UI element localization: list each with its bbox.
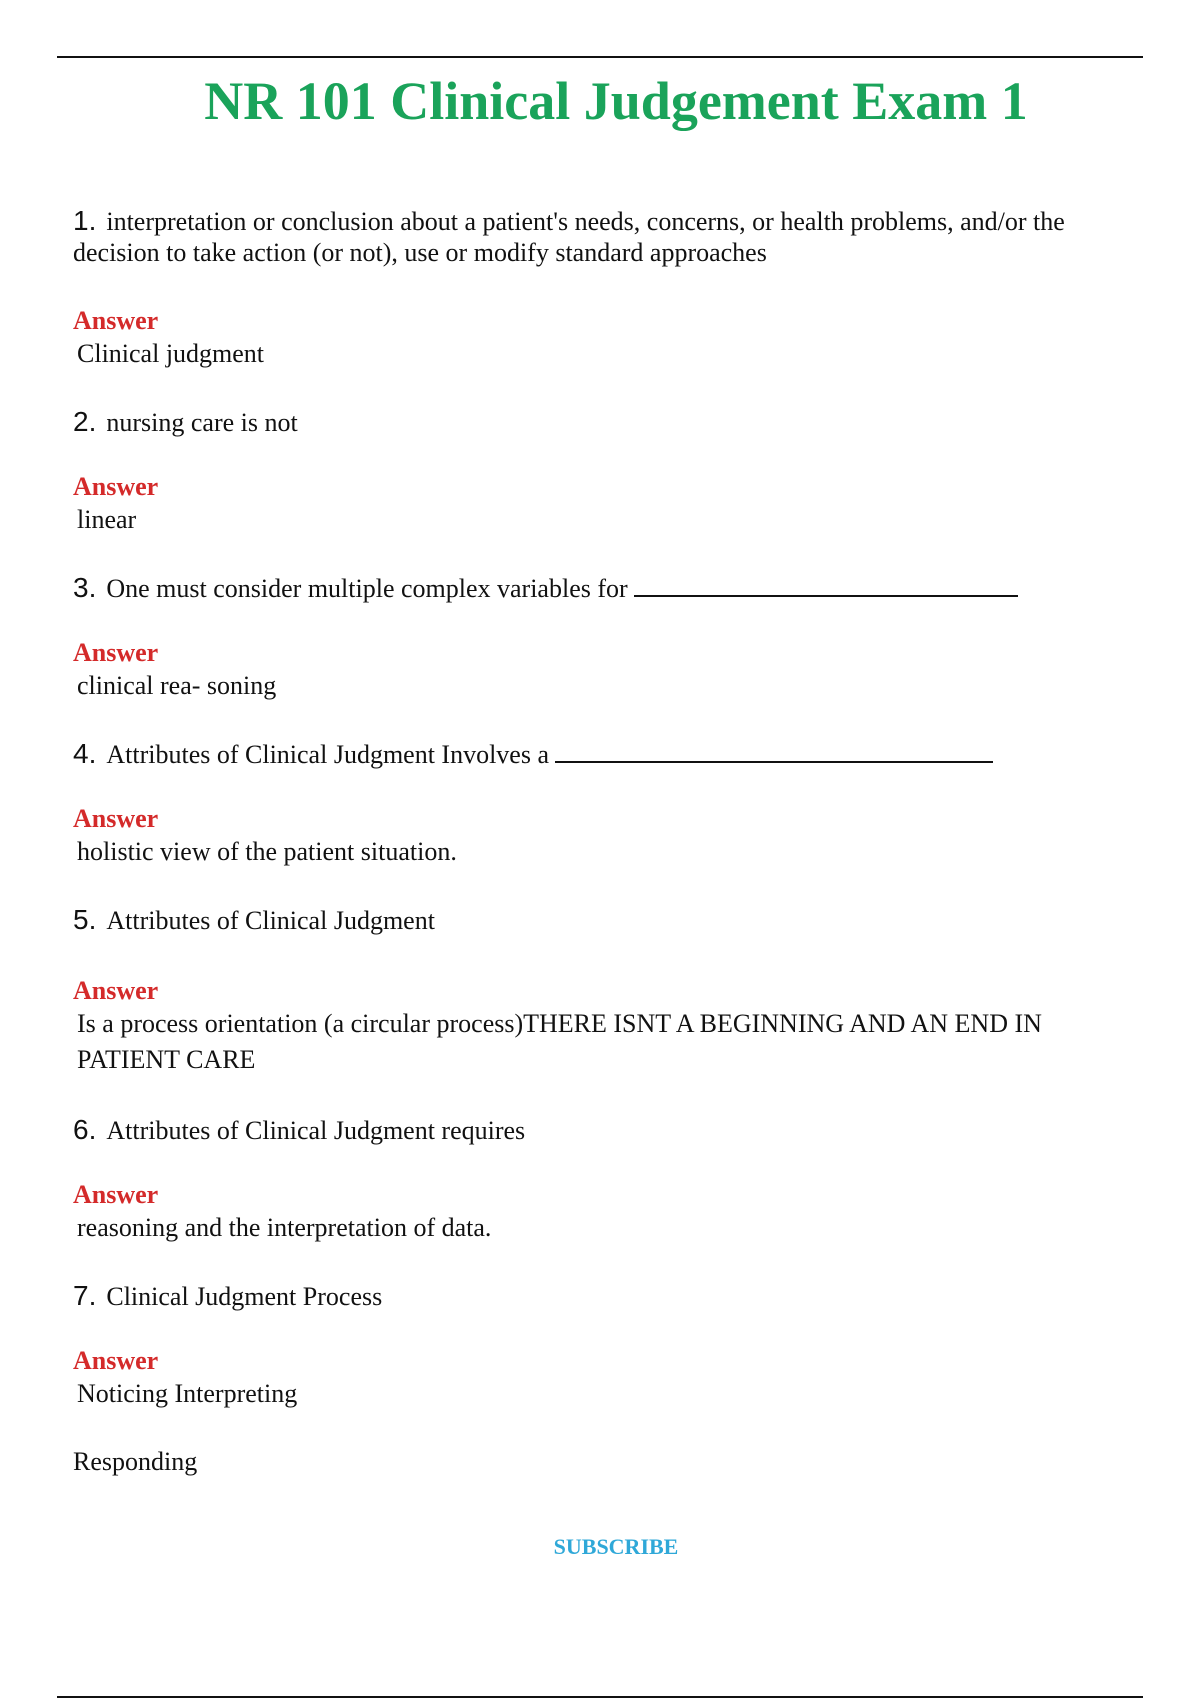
answer-blank xyxy=(634,575,1018,597)
answer-text: holistic view of the patient situation. xyxy=(77,837,457,866)
answer-label: Answer xyxy=(73,472,159,501)
question-text: interpretation or conclusion about a patient's needs, concerns, or health problems, and/or the decision to take action (or not), use or modify standard approaches xyxy=(73,207,1065,267)
question-2 xyxy=(73,406,1128,438)
question-list xyxy=(73,205,1128,1480)
page-title: NR 101 Clinical Judgement Exam 1 xyxy=(204,71,1028,131)
question-number: 1. xyxy=(73,205,97,236)
question-text: Attributes of Clinical Judgment Involves a xyxy=(106,740,550,769)
question-5 xyxy=(73,904,1128,936)
bottom-divider xyxy=(57,1696,1143,1698)
question-1 xyxy=(73,205,1128,268)
subscribe-link[interactable]: SUBSCRIBE xyxy=(553,1534,679,1559)
qa-item-2 xyxy=(73,406,1128,538)
answer-label: Answer xyxy=(73,1180,159,1209)
question-number: 4. xyxy=(73,738,97,769)
question-text: Attributes of Clinical Judgment requires xyxy=(106,1116,526,1145)
question-4 xyxy=(73,738,1128,770)
question-text: Attributes of Clinical Judgment xyxy=(106,906,435,935)
answer-label: Answer xyxy=(73,804,159,833)
question-text: One must consider multiple complex variables for xyxy=(106,574,628,603)
answer-text: linear xyxy=(77,505,137,534)
question-number: 3. xyxy=(73,572,97,603)
answer-label: Answer xyxy=(73,638,159,667)
question-number: 7. xyxy=(73,1280,97,1311)
qa-item-5 xyxy=(73,904,1128,1078)
question-text: Clinical Judgment Process xyxy=(106,1282,383,1311)
question-number: 6. xyxy=(73,1114,97,1145)
qa-item-3 xyxy=(73,572,1128,704)
qa-item-6 xyxy=(73,1114,1128,1246)
answer-label: Answer xyxy=(73,976,159,1005)
answer-text: clinical rea- soning xyxy=(77,671,277,700)
qa-item-4 xyxy=(73,738,1128,870)
question-text: nursing care is not xyxy=(106,408,298,437)
qa-item-7 xyxy=(73,1280,1128,1480)
question-6 xyxy=(73,1114,1128,1146)
answer-text: Clinical judgment xyxy=(77,339,265,368)
answer-extra-line: Responding xyxy=(73,1447,198,1476)
answer-blank xyxy=(555,741,993,763)
answer-label: Answer xyxy=(73,306,159,335)
answer-text: Noticing Interpreting xyxy=(77,1379,298,1408)
qa-item-1 xyxy=(73,205,1128,372)
question-3 xyxy=(73,572,1128,604)
question-number: 2. xyxy=(73,406,97,437)
question-7 xyxy=(73,1280,1128,1312)
top-divider xyxy=(57,56,1143,58)
answer-label: Answer xyxy=(73,1346,159,1375)
question-number: 5. xyxy=(73,904,97,935)
answer-text: reasoning and the interpretation of data. xyxy=(77,1213,492,1242)
answer-text: Is a process orientation (a circular process)THERE ISNT A BEGINNING AND AN END IN PATIENT CARE xyxy=(77,1009,1042,1074)
